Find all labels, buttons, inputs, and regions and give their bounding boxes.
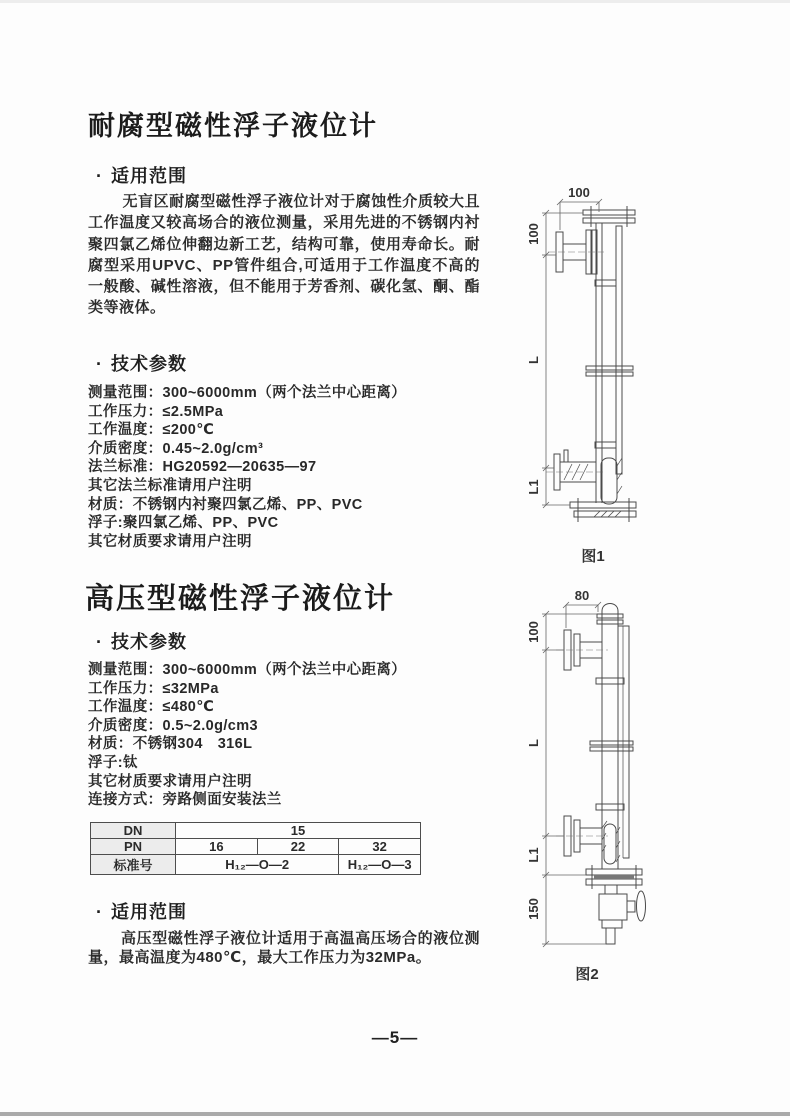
table-cell: 15 [176,823,421,839]
fig1-bottom-flange [570,498,636,522]
fig1-top-flange [583,206,635,227]
fig2-indicator-rail [618,626,629,858]
section1-params-list [88,384,406,551]
fig2-drain-valve [599,885,646,944]
table-cell: H₁₂—O—2 [176,855,339,875]
fig1-indicator-rail [616,226,622,474]
table-cell: 16 [176,839,258,855]
table-cell: 32 [339,839,421,855]
section2-params-heading [96,628,187,654]
section1-title: 耐腐型磁性浮子液位计 [88,111,378,141]
fig1-dimension-labels [526,185,590,495]
table-row [91,855,421,875]
fig1-lower-side-flange [546,450,604,490]
section2-params-list [88,661,406,810]
fig2-lower-bracket [596,804,624,810]
param-line: 工作温度：≤480℃ [88,699,215,716]
fig2-dim-width: 80 [574,588,590,603]
fig2-float-chamber [602,821,620,864]
fig2-mid-flange [590,741,633,751]
fig2-upper-bracket [596,678,624,684]
section2-scope-heading [96,898,187,924]
section1-scope-heading-label: 适用范围 [111,166,187,186]
figure2-caption: 图2 [575,966,599,983]
fig1-dim-width: 100 [568,185,590,200]
param-line: 浮子:钛 [88,754,138,771]
page-bottom-edge [0,1112,790,1116]
table-header-standard: 标准号 [91,855,176,875]
param-line: 材质：不锈钢内衬聚四氯乙烯、PP、PVC [88,496,363,513]
section1-scope-heading [96,162,187,188]
param-line: 测量范围：300~6000mm（两个法兰中心距离） [88,662,407,678]
flange-standard-table [90,822,421,875]
fig1-dim-bottom: L1 [526,479,541,495]
param-line: 其它材质要求请用户注明 [88,533,252,550]
param-line: 其它材质要求请用户注明 [88,773,252,790]
param-line: 法兰标准：HG20592—20635—97 [88,459,317,476]
table-cell: 22 [257,839,339,855]
page-top-edge [0,0,790,3]
param-line: 浮子:聚四氯乙烯、PP、PVC [88,515,279,532]
table-header-dn: DN [91,823,176,839]
param-line: 工作压力：≤32MPa [88,680,219,697]
fig1-float-chamber [601,458,622,504]
param-line: 工作温度：≤200℃ [88,422,215,439]
figure1-drawing [498,170,698,545]
table-cell: H₁₂—O—3 [339,855,421,875]
param-line: 工作压力：≤2.5MPa [88,403,224,420]
section1-scope-text: 无盲区耐腐型磁性浮子液位计对于腐蚀性介质较大且工作温度又较高场合的液位测量，采用先进的不锈钢内衬聚四氯乙烯位伸翻边新工艺，结构可靠，使用寿命长。耐腐型采用UPVC、PP管件组合,可适用于工作温度不高的一般酸、碱性溶液，但不能用于芳香剂、碳化氢、酮、酯类等液体。 [88,193,480,317]
fig1-dim-top: 100 [526,223,541,245]
fig2-dim-bottom: L1 [526,847,541,863]
fig2-valve-handwheel [637,891,646,921]
fig1-upper-bracket [595,280,616,286]
fig1-mid-flange [586,366,633,376]
bullet-icon: · [96,902,103,922]
bullet-icon: · [96,166,103,186]
param-line: 介质密度：0.45~2.0g/cm³ [88,440,264,457]
fig2-dim-valve: 150 [526,898,541,920]
param-line: 材质：不锈钢304 316L [88,736,253,753]
param-line: 介质密度：0.5~2.0g/cm3 [88,717,258,734]
fig1-lower-bracket [595,442,616,448]
param-line: 其它法兰标准请用户注明 [88,477,252,494]
param-line: 连接方式：旁路侧面安装法兰 [88,792,282,809]
param-line: 测量范围：300~6000mm（两个法兰中心距离） [88,385,407,401]
fig2-dim-top: 100 [526,621,541,643]
figure2-drawing [498,578,703,963]
bullet-icon: · [96,354,103,374]
section2-scope-text: 高压型磁性浮子液位计适用于高温高压场合的液位测量，最高温度为480℃，最大工作压力为32MPa。 [88,930,480,966]
table-row [91,839,421,855]
fig2-dim-middle: L [526,739,541,747]
fig1-dim-middle: L [526,356,541,364]
table-row [91,823,421,839]
section1-params-heading-label: 技术参数 [111,354,187,374]
table-header-pn: PN [91,839,176,855]
page-number: —5— [371,1028,419,1047]
section1-params-heading [96,350,187,376]
figure1-caption: 图1 [581,548,605,565]
section2-params-heading-label: 技术参数 [111,632,187,652]
fig2-top-flange [597,614,623,624]
section2-title: 高压型磁性浮子液位计 [85,583,396,615]
section2-scope-heading-label: 适用范围 [111,902,187,922]
bullet-icon: · [96,632,103,652]
